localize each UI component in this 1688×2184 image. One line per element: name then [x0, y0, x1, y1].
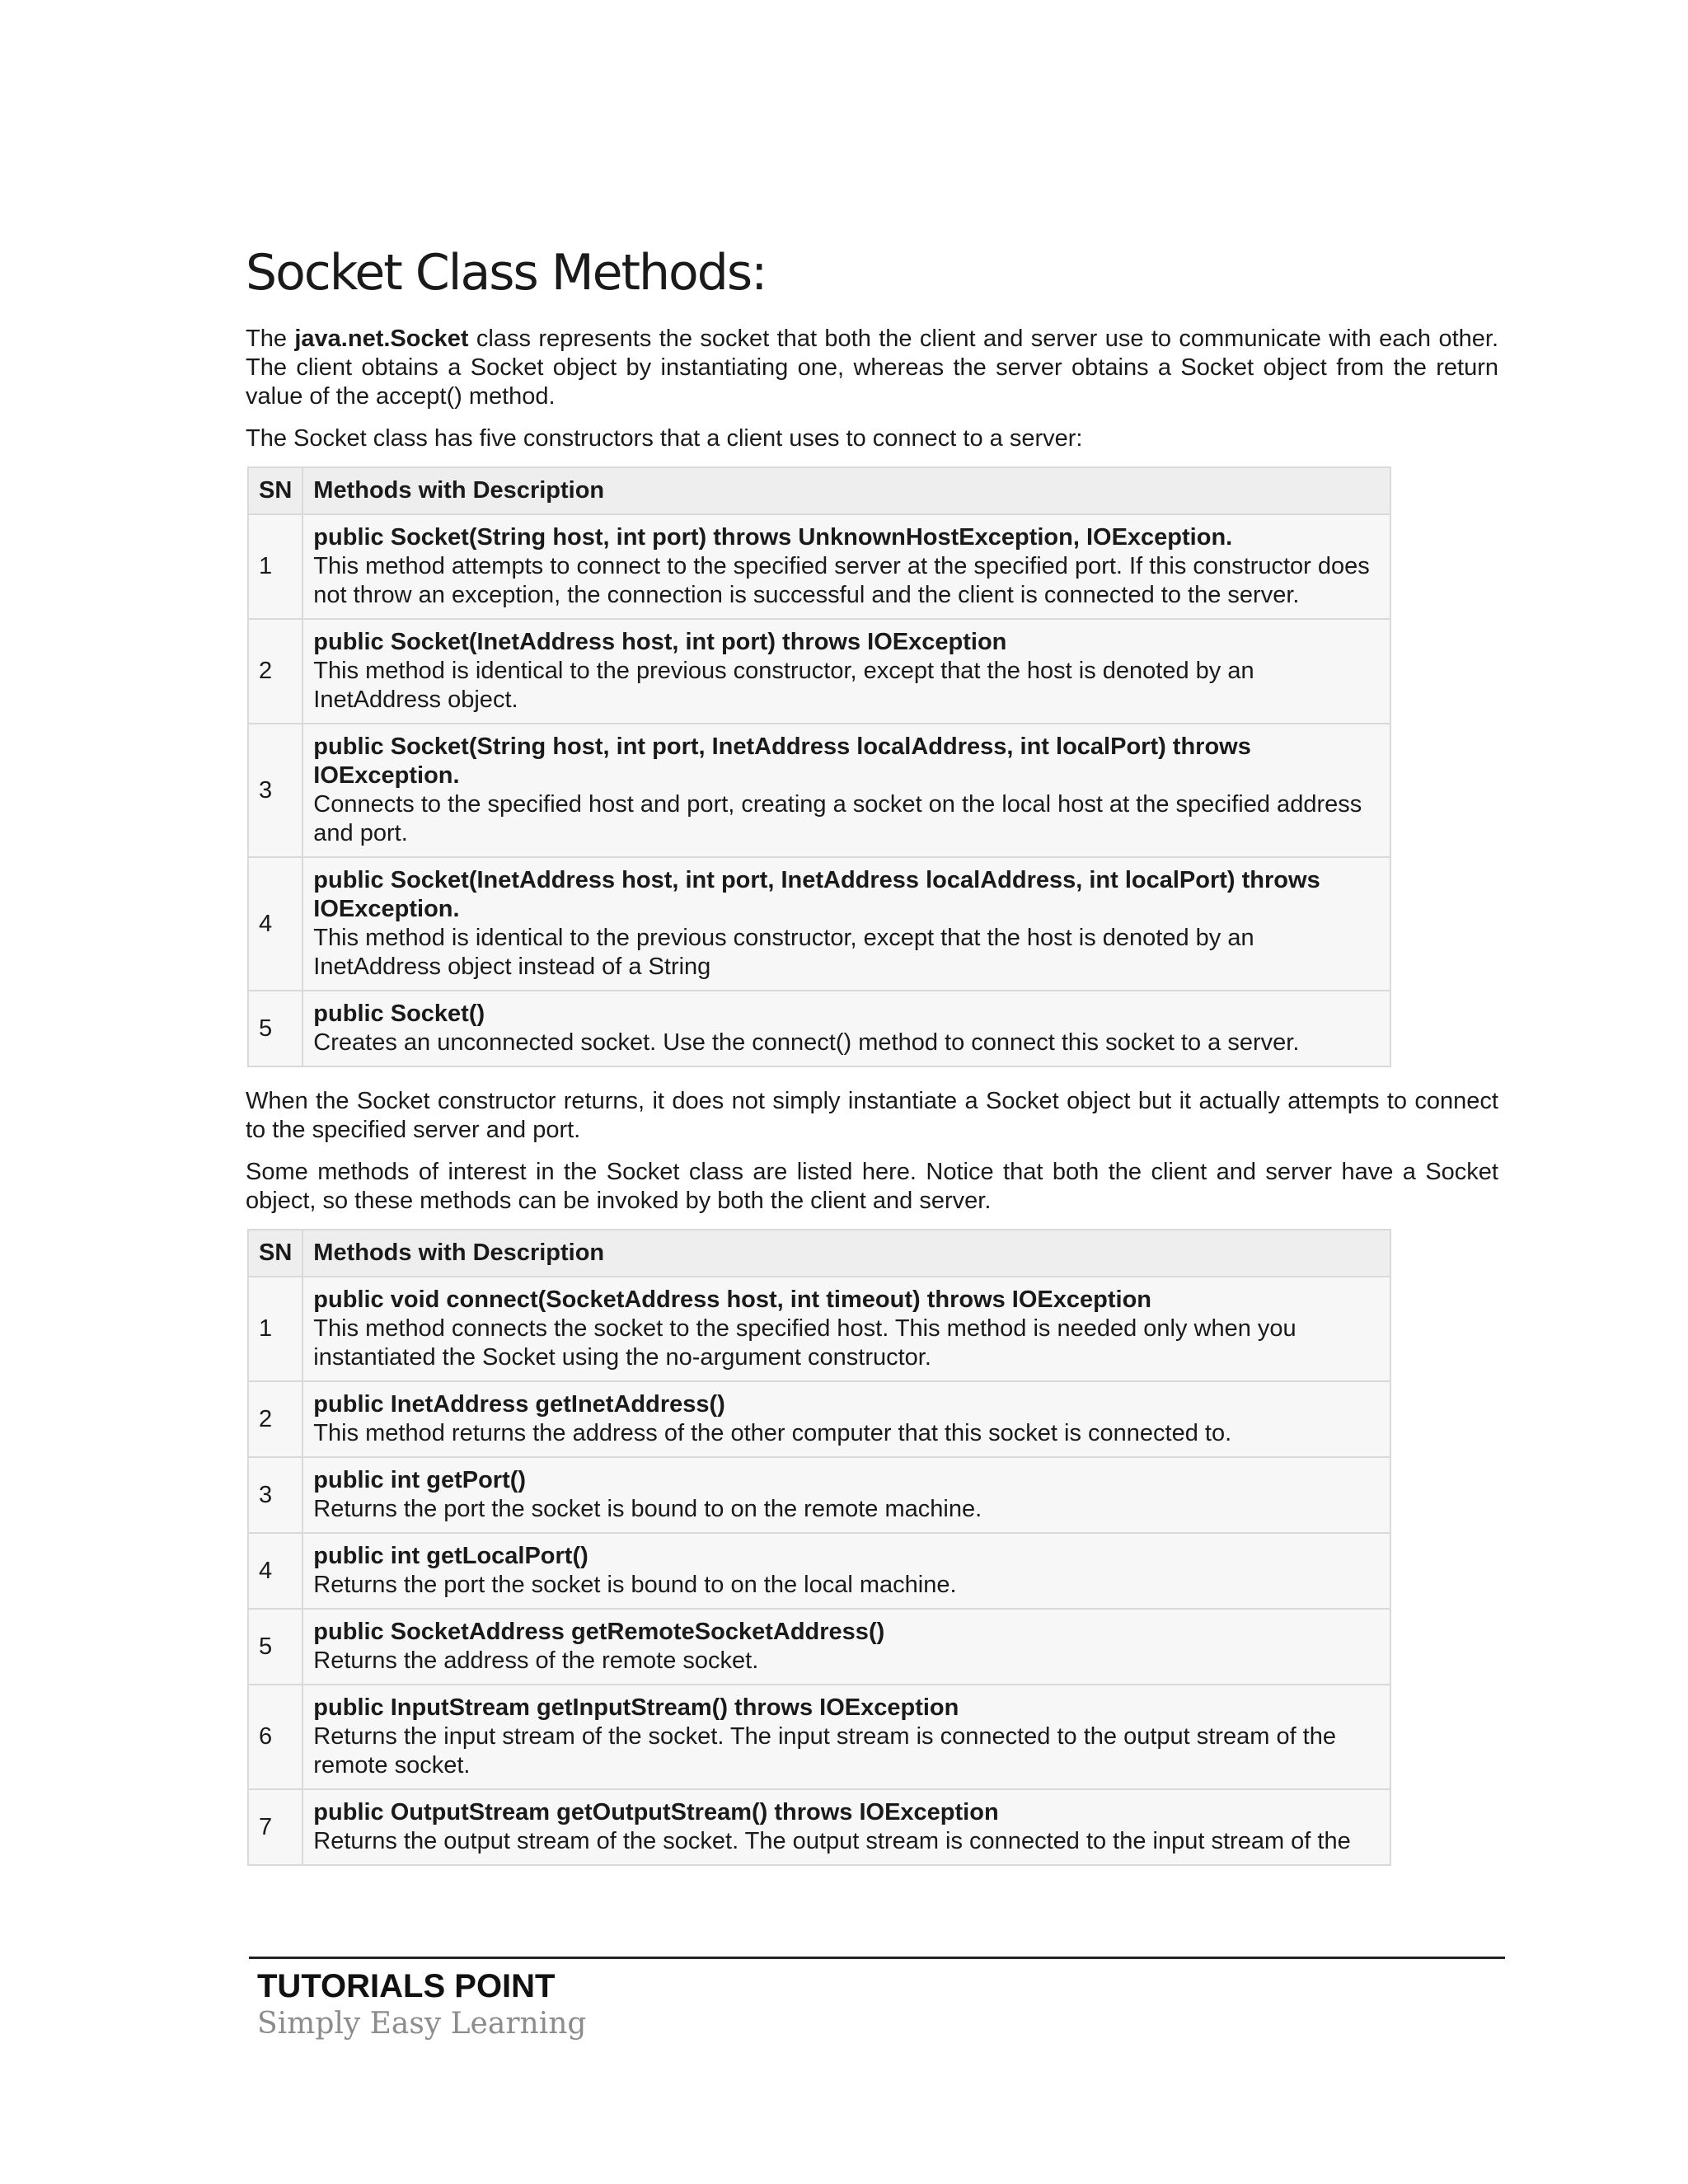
method-description: Returns the port the socket is bound to on the local machine.: [313, 1572, 957, 1598]
table-row: [248, 514, 1390, 619]
method-signature: public Socket(InetAddress host, int port, InetAddress localAddress, int localPort) throws IOException.: [313, 867, 1320, 922]
table-row: [248, 1457, 1390, 1533]
method-cell: [302, 1457, 1390, 1533]
sn-header: SN: [248, 1230, 302, 1277]
method-signature: public InputStream getInputStream() throws IOException: [313, 1694, 959, 1721]
method-signature: public OutputStream getOutputStream() throws IOException: [313, 1799, 999, 1825]
method-description: This method returns the address of the other computer that this socket is connected to.: [313, 1420, 1232, 1446]
table-row: [248, 1533, 1390, 1609]
method-signature: public Socket(String host, int port, InetAddress localAddress, int localPort) throws IOException.: [313, 733, 1251, 789]
method-cell: [302, 1277, 1390, 1381]
row-number: 1: [248, 1277, 302, 1381]
row-number: 5: [248, 1609, 302, 1685]
footer-brand: TUTORIALS POINT: [257, 1968, 556, 2004]
method-description: This method connects the socket to the specified host. This method is needed only when you instantiated the Socket using the no-argument constructor.: [313, 1315, 1296, 1371]
row-number: 2: [248, 619, 302, 724]
row-number: 2: [248, 1381, 302, 1457]
method-signature: public Socket(String host, int port) throws UnknownHostException, IOException.: [313, 524, 1233, 551]
row-number: 3: [248, 724, 302, 857]
table-row: [248, 1381, 1390, 1457]
table-header-row: [248, 467, 1390, 514]
table-row: [248, 1789, 1390, 1865]
method-description: Connects to the specified host and port, creating a socket on the local host at the specified address and port.: [313, 791, 1362, 846]
page-content: [246, 244, 1498, 1886]
intro-rest: class represents the socket that both the client and server use to communicate with each other. The client obtains a Socket object by instantiating one, whereas the server obtains a Socket object from the return value of the accept() method.: [246, 326, 1499, 410]
method-cell: [302, 724, 1390, 857]
method-description: Returns the input stream of the socket. The input stream is connected to the output stream of the remote socket.: [313, 1723, 1336, 1779]
table-row: [248, 857, 1390, 991]
method-cell: [302, 1609, 1390, 1685]
constructors-table: [247, 466, 1391, 1067]
method-cell: [302, 514, 1390, 619]
method-signature: public int getLocalPort(): [313, 1543, 588, 1569]
row-number: 6: [248, 1685, 302, 1789]
methods-header: Methods with Description: [302, 1230, 1390, 1277]
method-cell: [302, 1533, 1390, 1609]
intro-lead: The: [246, 326, 295, 352]
methods-table: [247, 1229, 1391, 1866]
table-row: [248, 1277, 1390, 1381]
method-cell: [302, 1381, 1390, 1457]
method-description: Returns the output stream of the socket. The output stream is connected to the input stream of the: [313, 1828, 1351, 1854]
row-number: 1: [248, 514, 302, 619]
table-row: [248, 724, 1390, 857]
page-footer: [249, 1957, 1505, 2041]
method-description: Creates an unconnected socket. Use the connect() method to connect this socket to a server.: [313, 1029, 1300, 1056]
method-signature: public Socket(InetAddress host, int port) throws IOException: [313, 629, 1007, 655]
table-row: [248, 1609, 1390, 1685]
method-cell: [302, 857, 1390, 991]
table-row: [248, 1685, 1390, 1789]
method-cell: [302, 619, 1390, 724]
methods-table-body: [248, 1277, 1390, 1865]
row-number: 7: [248, 1789, 302, 1865]
row-number: 4: [248, 1533, 302, 1609]
constructors-table-body: [248, 514, 1390, 1066]
table-row: [248, 619, 1390, 724]
constructors-intro: The Socket class has five constructors that a client uses to connect to a server:: [246, 425, 1083, 452]
table-row: [248, 991, 1390, 1066]
method-description: This method is identical to the previous constructor, except that the host is denoted by an InetAddress object.: [313, 658, 1254, 713]
method-signature: public SocketAddress getRemoteSocketAddress(): [313, 1619, 885, 1645]
method-description: Returns the address of the remote socket.: [313, 1647, 759, 1674]
intro-class-name: java.net.Socket: [294, 326, 469, 352]
sn-header: SN: [248, 467, 302, 514]
footer-tagline: Simply Easy Learning: [257, 2007, 587, 2041]
row-number: 3: [248, 1457, 302, 1533]
method-signature: public Socket(): [313, 1001, 485, 1027]
method-cell: [302, 1685, 1390, 1789]
after-constructors-paragraph: When the Socket constructor returns, it does not simply instantiate a Socket object but it actually attempts to connect to the specified server and port.: [246, 1088, 1498, 1143]
methods-header: Methods with Description: [302, 467, 1390, 514]
method-signature: public int getPort(): [313, 1467, 527, 1493]
page-title: Socket Class Methods:: [246, 244, 767, 302]
methods-intro: Some methods of interest in the Socket class are listed here. Notice that both the client and server have a Socket object, so these methods can be invoked by both the client and server.: [246, 1159, 1498, 1214]
method-cell: [302, 991, 1390, 1066]
method-description: This method attempts to connect to the specified server at the specified port. If this constructor does not throw an exception, the connection is successful and the client is connected to the server.: [313, 553, 1370, 608]
intro-paragraph: [246, 325, 1498, 411]
method-description: Returns the port the socket is bound to on the remote machine.: [313, 1496, 982, 1522]
method-description: This method is identical to the previous constructor, except that the host is denoted by an InetAddress object instead of a String: [313, 925, 1254, 980]
row-number: 4: [248, 857, 302, 991]
method-signature: public InetAddress getInetAddress(): [313, 1391, 725, 1418]
method-signature: public void connect(SocketAddress host, int timeout) throws IOException: [313, 1286, 1152, 1313]
method-cell: [302, 1789, 1390, 1865]
table-header-row: [248, 1230, 1390, 1277]
row-number: 5: [248, 991, 302, 1066]
